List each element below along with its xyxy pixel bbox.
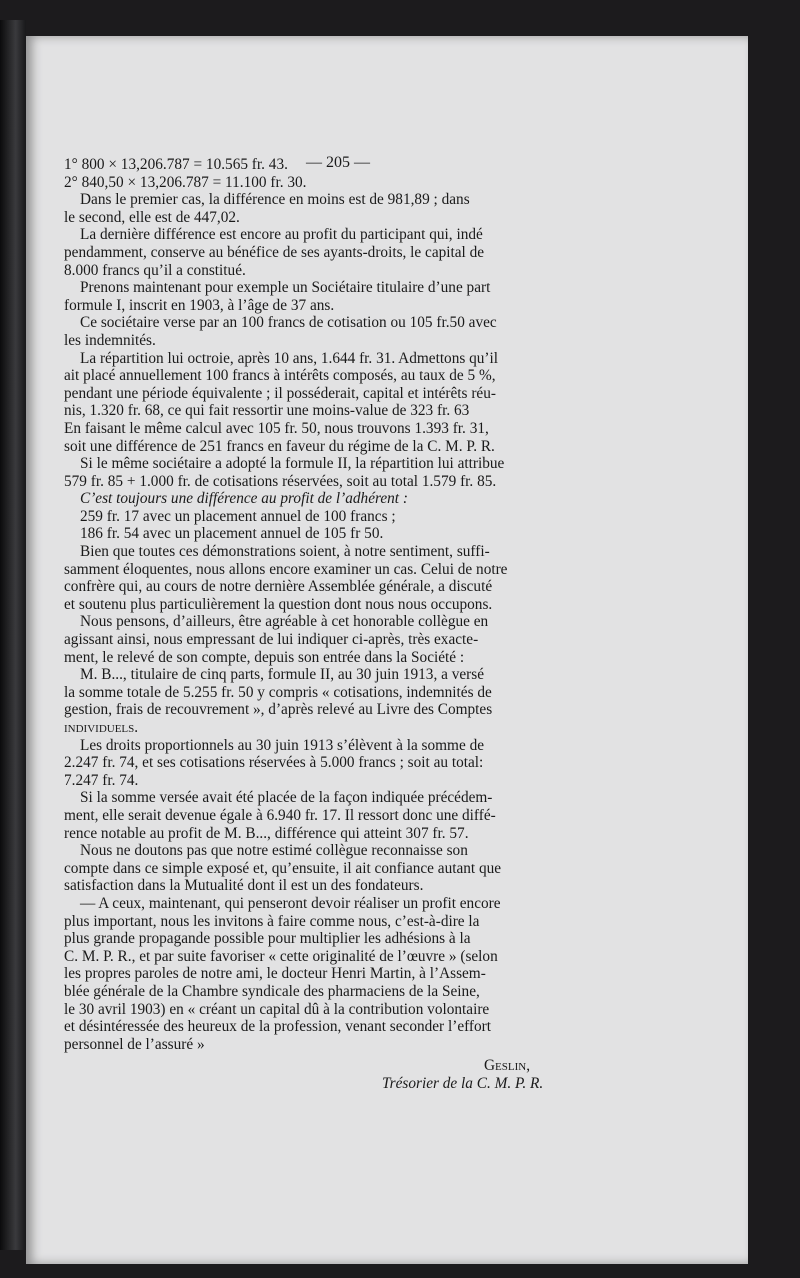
text-line: En faisant le même calcul avec 105 fr. 50, nous trouvons 1.393 fr. 31, [64,419,489,437]
body-text [64,156,658,1092]
text-line: — A ceux, maintenant, qui penseront devoir réaliser un profit encore [80,894,501,912]
text-line: ment, le relevé de son compte, depuis son entrée dans la Société : [64,648,465,666]
text-line: plus important, nous les invitons à faire comme nous, c’est-à-dire la [64,912,480,930]
text-line: Nous ne doutons pas que notre estimé collègue reconnaisse son [80,842,468,860]
text-line: Ce sociétaire verse par an 100 francs de cotisation ou 105 fr.50 avec [80,314,497,332]
text-line: Nous pensons, d’ailleurs, être agréable à cet honorable collègue en [80,613,489,631]
text-line: formule I, inscrit en 1903, à l’âge de 37 ans. [64,296,335,314]
text-line: ment, elle serait devenue égale à 6.940 fr. 17. Il ressort donc une diffé- [64,806,496,824]
book-page [26,36,748,1264]
text-line: personnel de l’assuré » [64,1035,205,1053]
text-line: Prenons maintenant pour exemple un Sociétaire titulaire d’une part [80,279,491,297]
text-line: la somme totale de 5.255 fr. 50 y compris « cotisations, indemnités de [64,683,492,701]
text-line: le second, elle est de 447,02. [64,208,240,226]
text-line: 579 fr. 85 + 1.000 fr. de cotisations réservées, soit au total 1.579 fr. 85. [64,472,497,490]
text-line: individuels. [64,719,139,736]
previous-page-edge [0,20,26,1250]
text-line: 8.000 francs qu’il a constitué. [64,261,246,279]
text-line: nis, 1.320 fr. 68, ce qui fait ressortir une moins-value de 323 fr. 63 [64,402,470,420]
signature-name: Geslin, [484,1057,531,1075]
text-line: agissant ainsi, nous empressant de lui indiquer ci-après, très exacte- [64,631,479,649]
text-line: les indemnités. [64,331,156,349]
text-line: 186 fr. 54 avec un placement annuel de 105 fr 50. [80,525,384,543]
text-line: les propres paroles de notre ami, le docteur Henri Martin, à l’Assem- [64,965,486,983]
text-line: satisfaction dans la Mutualité dont il est un des fondateurs. [64,877,424,895]
signature-title: Trésorier de la C. M. P. R. [382,1074,544,1092]
text-line: C’est toujours une différence au profit de l’adhérent : [80,490,408,508]
text-line: 2° 840,50 × 13,206.787 = 11.100 fr. 30. [64,173,307,191]
text-line: et désintéressée des heureux de la profession, venant seconder l’effort [64,1018,492,1036]
text-line: pendant une période équivalente ; il posséderait, capital et intérêts réu- [64,384,496,402]
text-line: et soutenu plus particulièrement la question dont nous nous occupons. [64,595,493,613]
text-line: 7.247 fr. 74. [64,771,139,789]
text-line: Les droits proportionnels au 30 juin 1913 s’élèvent à la somme de [80,736,485,754]
text-line: Si la somme versée avait été placée de la façon indiquée précédem- [80,789,493,807]
text-line: Dans le premier cas, la différence en moins est de 981,89 ; dans [80,191,470,209]
text-line: 259 fr. 17 avec un placement annuel de 100 francs ; [80,507,396,525]
text-line: Si le même sociétaire a adopté la formule II, la répartition lui attribue [80,455,505,473]
text-line: C. M. P. R., et par suite favoriser « cette originalité de l’œuvre » (selon [64,947,498,965]
text-line: le 30 avril 1903) en « créant un capital dû à la contribution volontaire [64,1000,490,1018]
text-line: confrère qui, au cours de notre dernière Assemblée générale, a discuté [64,578,493,596]
text-line: ait placé annuellement 100 francs à intérêts composés, au taux de 5 %, [64,367,496,385]
text-line: gestion, frais de recouvrement », d’après relevé au Livre des Comptes [64,701,493,719]
text-line: pendamment, conserve au bénéfice de ses ayants-droits, le capital de [64,243,485,261]
text-line: La répartition lui octroie, après 10 ans, 1.644 fr. 31. Admettons qu’il [80,349,499,367]
text-line: 2.247 fr. 74, et ses cotisations réservées à 5.000 francs ; soit au total: [64,754,484,772]
text-line: M. B..., titulaire de cinq parts, formule II, au 30 juin 1913, a versé [80,666,484,684]
text-line: plus grande propagande possible pour multiplier les adhésions à la [64,930,471,948]
text-line: samment éloquentes, nous allons encore examiner un cas. Celui de notre [64,560,508,578]
text-line: soit une différence de 251 francs en faveur du régime de la C. M. P. R. [64,437,495,455]
signature-block [64,1057,658,1092]
text-line: blée générale de la Chambre syndicale des pharmaciens de la Seine, [64,982,480,1000]
text-line: compte dans ce simple exposé et, qu’ensuite, il ait confiance autant que [64,859,502,877]
text-line: Bien que toutes ces démonstrations soient, à notre sentiment, suffi- [80,543,490,561]
text-line: 1° 800 × 13,206.787 = 10.565 fr. 43. [64,156,288,173]
page-number: — 205 — [306,154,370,171]
text-line: rence notable au profit de M. B..., différence qui atteint 307 fr. 57. [64,824,469,842]
text-line: La dernière différence est encore au profit du participant qui, indé [80,226,483,244]
